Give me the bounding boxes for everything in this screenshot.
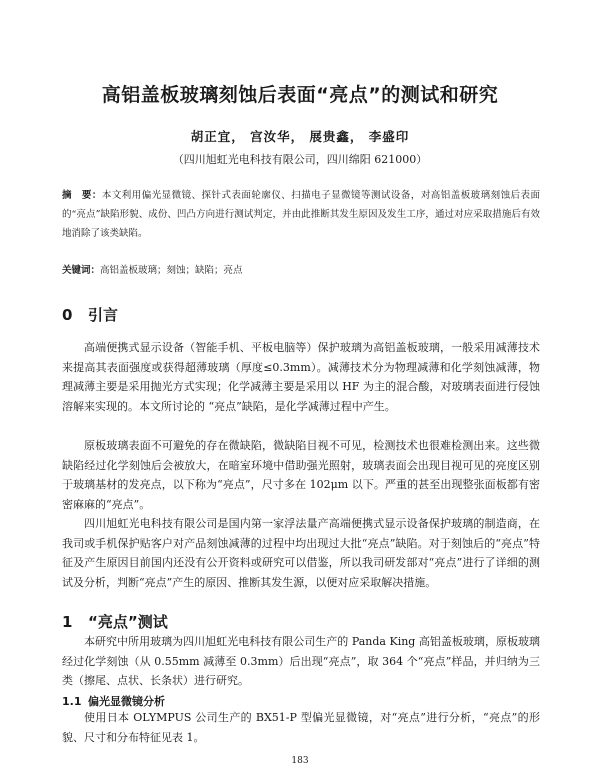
author-list: 胡正宜， 宫汝华， 展贵鑫， 李盛印: [190, 129, 410, 144]
abstract-text: 本文利用偏光显微镜、探针式表面轮廓仪、扫描电子显微镜等测试设备，对高铝盖板玻璃刻蚀后表面的“亮点”缺陷形貌、成份、凹凸方向进行测试判定，并由此推断其发生原因及发生工序，通过对应采取措施后有效地消除了该类缺陷。: [62, 190, 540, 239]
section-0-paragraph-3: 四川旭虹光电科技有限公司是国内第一家浮法量产高端便携式显示设备保护玻璃的制造商，在我司或手机保护贴客户对产品刻蚀减薄的过程中均出现过大批“亮点”缺陷。对于刻蚀后的“亮点”特征及产生原因目前国内还没有公开资料或研究可以借鉴，所以我司研发部对“亮点”进行了详细的测试及分析，判断“亮点”产生的原因、推断其发生源，以便对应采取解决措施。: [62, 517, 540, 589]
section-0-number: 0: [62, 306, 73, 324]
subsection-1-1-heading: [62, 693, 165, 709]
paper-title: 高铝盖板玻璃刻蚀后表面“亮点”的测试和研究: [101, 84, 499, 106]
page-number: 183: [291, 756, 309, 766]
subsection-1-1-paragraph: 使用日本 OLYMPUS 公司生产的 BX51-P 型偏光显微镜，对“亮点”进行分析，“亮点”的形貌、尺寸和分布特征见表 1。: [62, 711, 540, 744]
abstract-block: [62, 186, 540, 243]
abstract-label: 摘 要：: [62, 190, 102, 201]
section-1-title: “亮点”测试: [88, 613, 168, 631]
section-1-heading: [62, 611, 168, 632]
subsection-1-1-number: 1.1: [62, 695, 82, 708]
section-0-paragraph-2: 原板玻璃表面不可避免的存在微缺陷，微缺陷目视不可见，检测技术也很难检测出来。这些微缺陷经过化学刻蚀后会被放大，在暗室环境中借助强光照射，玻璃表面会出现目视可见的亮度区别于玻璃基材的发亮点，以下称为“亮点”，尺寸多在 102μm 以下。严重的甚至出现整张面板都有密密麻麻的“亮点”。: [62, 439, 540, 511]
section-1-paragraph-1: 本研究中所用玻璃为四川旭虹光电科技有限公司生产的 Panda King 高铝盖板玻璃，原板玻璃经过化学刻蚀（从 0.55mm 减薄至 0.3mm）后出现“亮点”，取 364 个“亮点”样品，并归纳为三类（擦尾、点状、长条状）进行研究。: [62, 635, 540, 688]
section-1-number: 1: [62, 613, 73, 631]
keywords-block: [62, 262, 540, 276]
keywords-text: 高铝盖板玻璃；刻蚀；缺陷；亮点: [100, 265, 243, 276]
section-0-heading: [62, 304, 118, 325]
section-0-paragraph-1: 高端便携式显示设备（智能手机、平板电脑等）保护玻璃为高铝盖板玻璃，一般采用减薄技术来提高其表面强度或获得超薄玻璃（厚度≤0.3mm）。减薄技术分为物理减薄和化学刻蚀减薄，物理减薄主要是采用抛光方式实现；化学减薄主要是采用以 HF 为主的混合酸，对玻璃表面进行侵蚀溶解来实现的。本文所讨论的 “亮点”缺陷，是化学减薄过程中产生。: [62, 341, 540, 413]
subsection-1-1-title: 偏光显微镜分析: [88, 695, 165, 708]
section-0-title: 引言: [88, 306, 119, 324]
keywords-label: 关键词：: [62, 265, 101, 276]
affiliation: （四川旭虹光电科技有限公司，四川绵阳 621000）: [172, 153, 428, 166]
